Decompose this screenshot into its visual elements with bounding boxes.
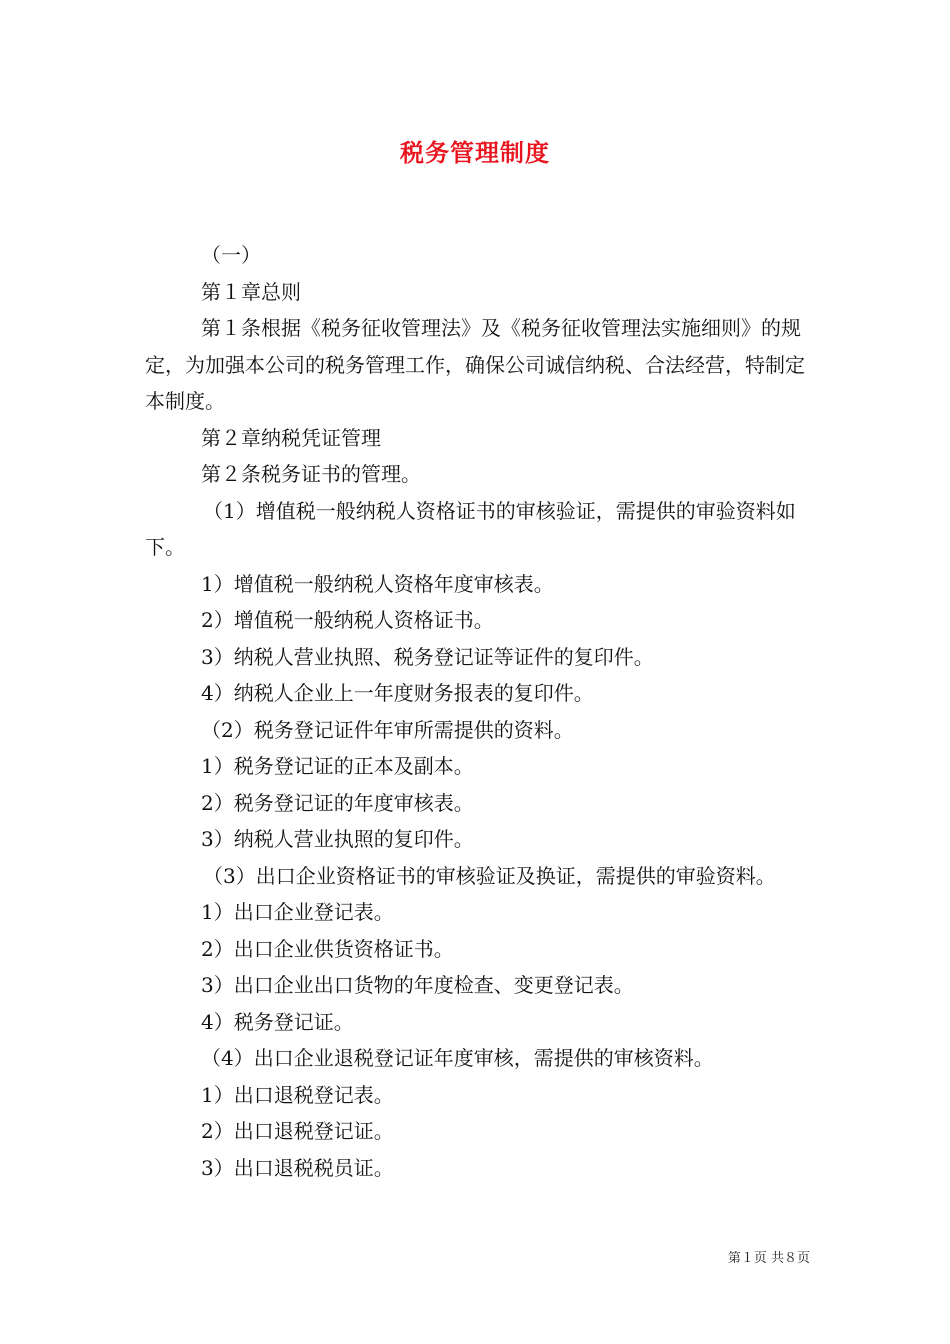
chapter-heading: 第２章纳税凭证管理 (201, 425, 381, 450)
list-item: 1）增值税一般纳税人资格年度审核表。 (201, 571, 554, 596)
paragraph: 第１条根据《税务征收管理法》及《税务征收管理法实施细则》的规定，为加强本公司的税务管理工作，确保公司诚信纳税、合法经营，特制定本制度。 (145, 316, 805, 413)
list-item: 1）出口退税登记表。 (201, 1082, 394, 1107)
list-item: 2）税务登记证的年度审核表。 (201, 790, 474, 815)
paragraph: （3）出口企业资格证书的审核验证及换证，需提供的审验资料。 (203, 863, 776, 888)
paragraph: （4）出口企业退税登记证年度审核，需提供的审核资料。 (201, 1046, 714, 1070)
list-item: 3）出口企业出口货物的年度检查、变更登记表。 (201, 973, 634, 997)
list-item: 1）出口企业登记表。 (201, 900, 394, 924)
paragraph: （一） (201, 243, 261, 267)
list-item: 3）纳税人营业执照、税务登记证等证件的复印件。 (201, 644, 654, 669)
list-item: 2）增值税一般纳税人资格证书。 (201, 608, 494, 632)
list-item: 4）税务登记证。 (201, 1009, 354, 1034)
document-title: 税务管理制度 (400, 139, 550, 167)
page-number: 第１页 共８页 (727, 1251, 810, 1266)
list-item: 4）纳税人企业上一年度财务报表的复印件。 (201, 681, 594, 705)
paragraph: （2）税务登记证件年审所需提供的资料。 (201, 717, 574, 742)
paragraph: 第２条税务证书的管理。 (201, 462, 421, 486)
list-item: 3）出口退税税员证。 (201, 1155, 394, 1180)
list-item: 2）出口退税登记证。 (201, 1119, 394, 1143)
list-item: 1）税务登记证的正本及副本。 (201, 754, 474, 778)
list-item: 2）出口企业供货资格证书。 (201, 936, 454, 961)
paragraph: （1）增值税一般纳税人资格证书的审核验证，需提供的审验资料如下。 (145, 498, 796, 559)
chapter-heading: 第１章总则 (201, 279, 301, 304)
document-body (145, 237, 810, 1186)
list-item: 3）纳税人营业执照的复印件。 (201, 827, 474, 851)
